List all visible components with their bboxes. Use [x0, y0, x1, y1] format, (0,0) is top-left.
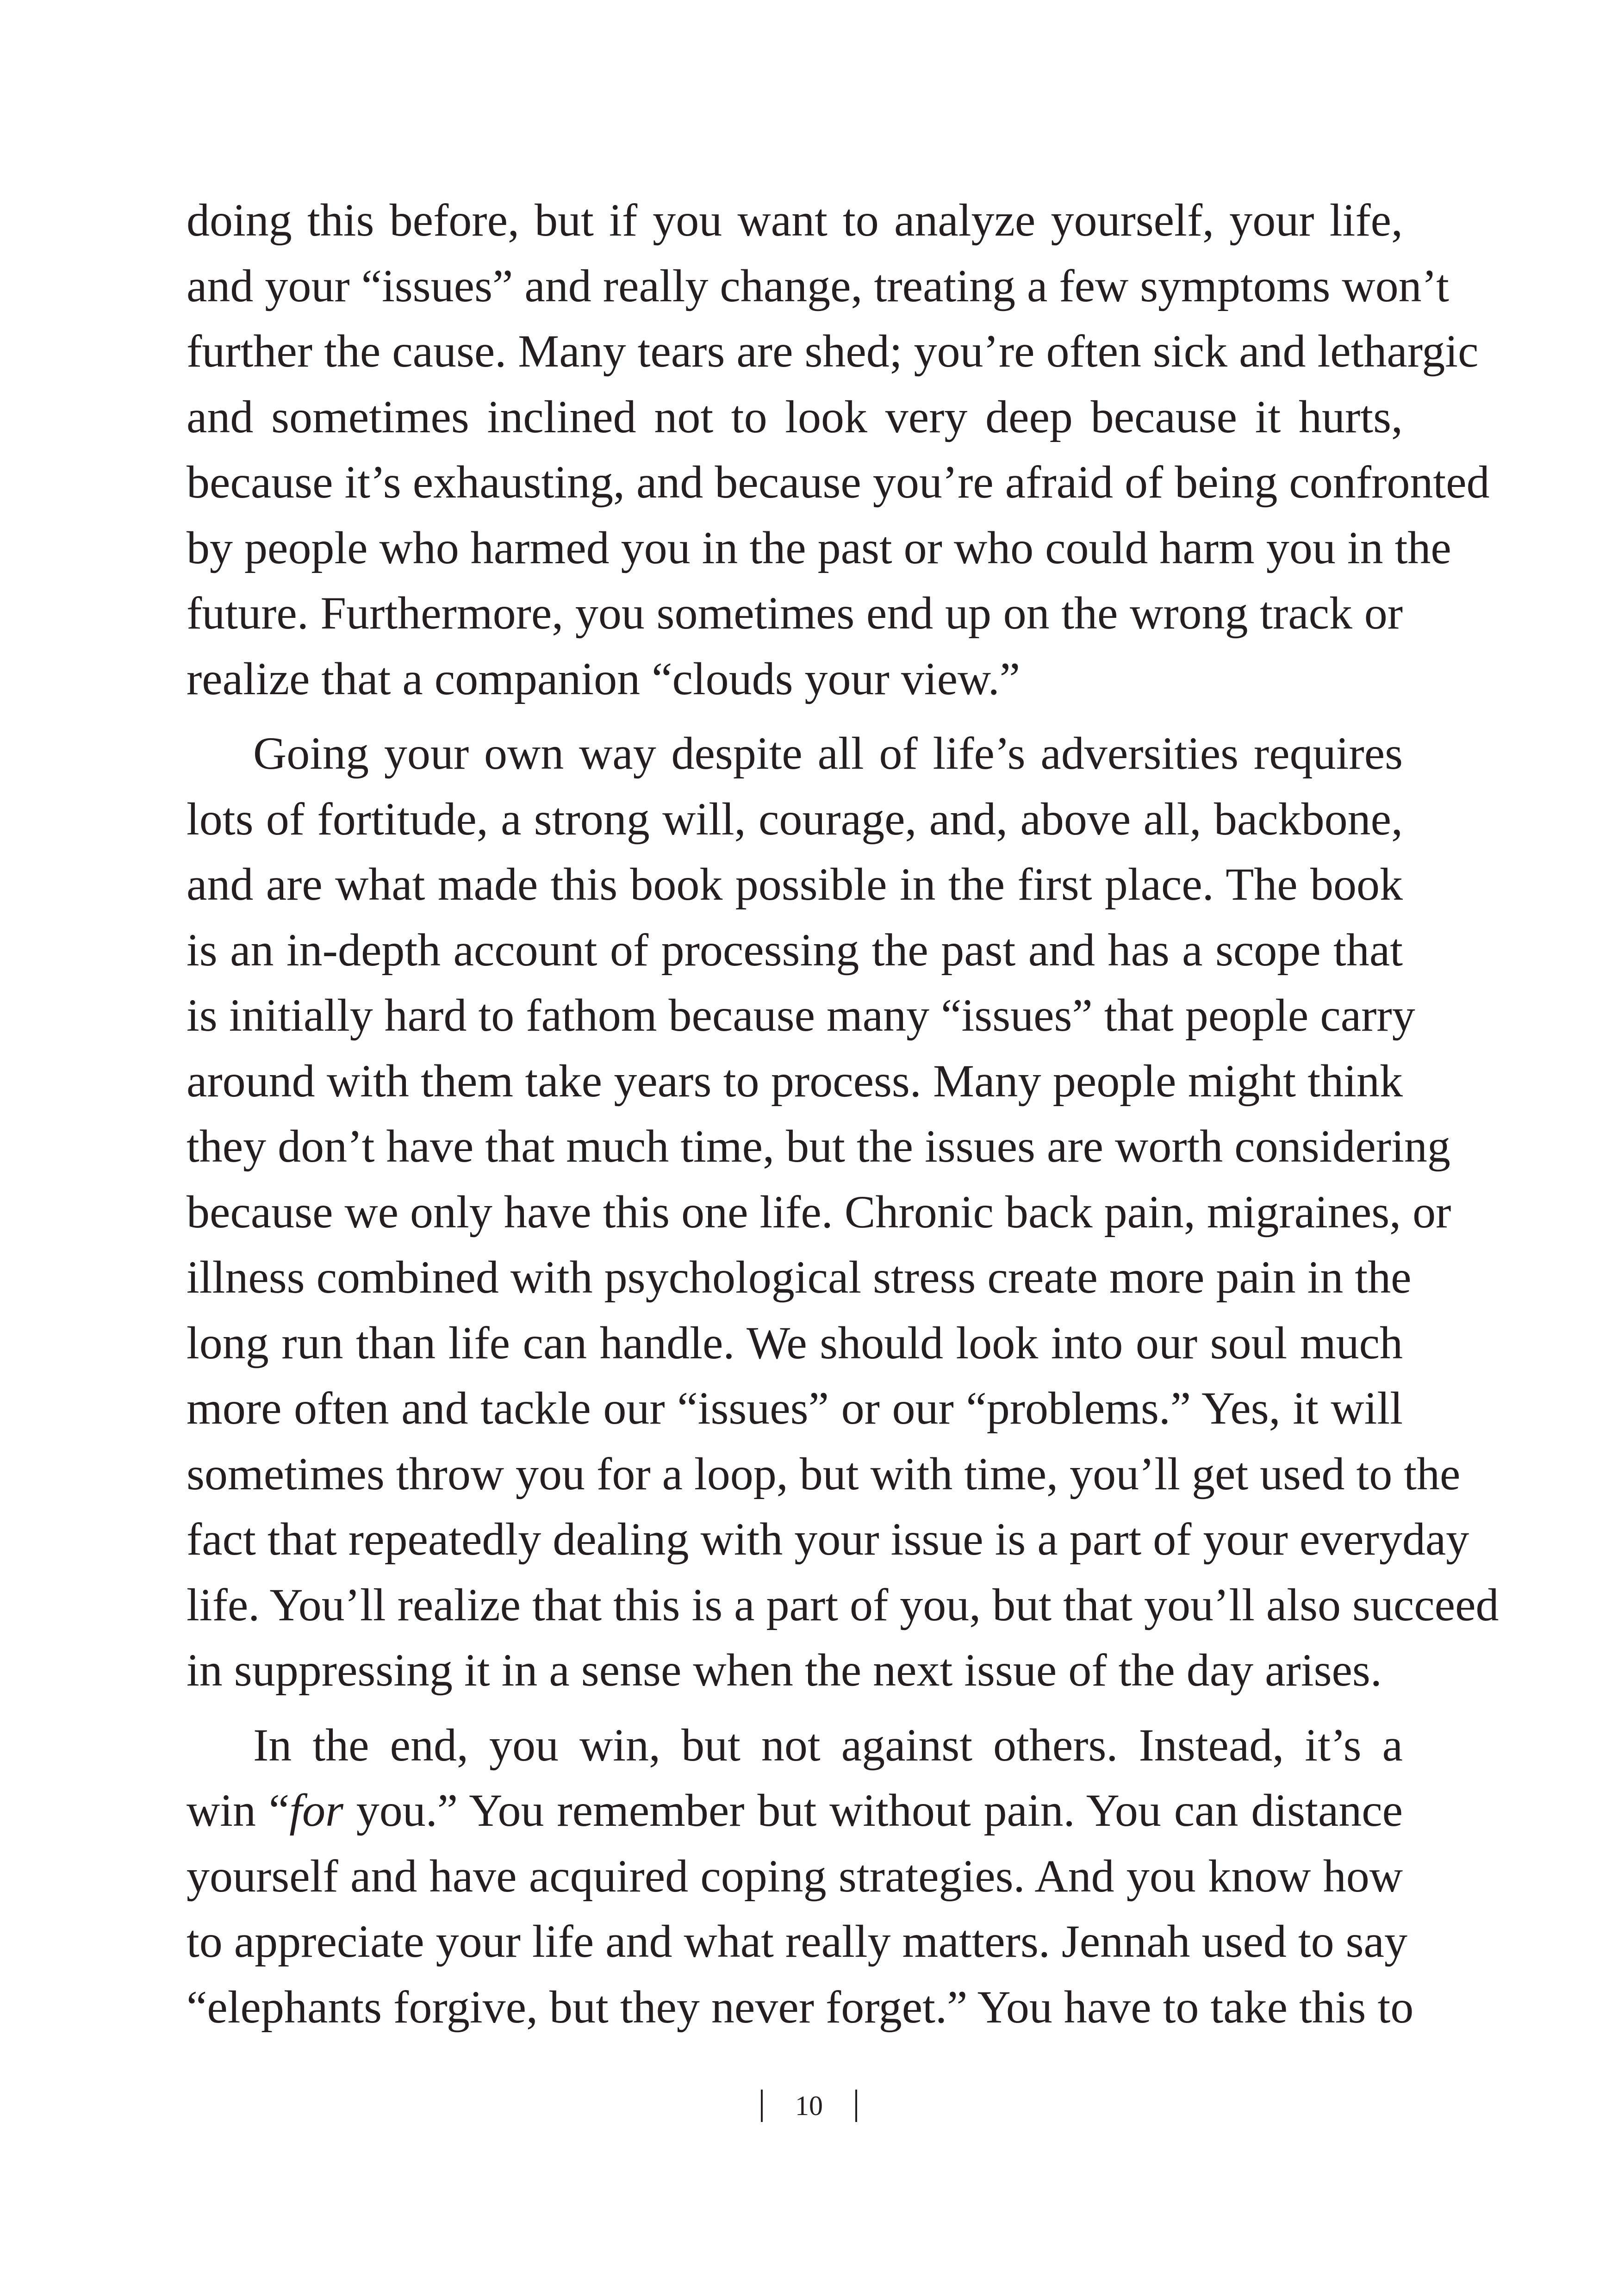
body-text — [187, 187, 1499, 2040]
text-line: around with them take years to process. Many people might think — [187, 1055, 1403, 1107]
text-line: “elephants forgive, but they never forget.” You have to take this to — [187, 1981, 1414, 2033]
text-line: sometimes throw you for a loop, but with time, you’ll get used to the — [187, 1448, 1461, 1500]
text-line: more often and tackle our “issues” or our “problems.” Yes, it will — [187, 1382, 1403, 1434]
text-line: further the cause. Many tears are shed; you’re often sick and lethargic — [187, 325, 1479, 377]
folio-rule-right — [855, 2090, 857, 2122]
text-line: doing this before, but if you want to analyze yourself, your life, — [187, 194, 1403, 246]
text-line: is initially hard to fathom because many “issues” that people carry — [187, 989, 1415, 1041]
text-line: because we only have this one life. Chronic back pain, migraines, or — [187, 1186, 1451, 1238]
text-line: lots of fortitude, a strong will, courage, and, above all, backbone, — [187, 793, 1403, 845]
text-line: and are what made this book possible in the first place. The book — [187, 859, 1403, 910]
text-line: by people who harmed you in the past or who could harm you in the — [187, 522, 1451, 573]
text-line: yourself and have acquired coping strategies. And you know how — [187, 1850, 1403, 1902]
text-line: and your “issues” and really change, treating a few symptoms won’t — [187, 260, 1449, 311]
text-line: they don’t have that much time, but the issues are worth considering — [187, 1120, 1450, 1172]
paragraph — [187, 187, 1490, 711]
paragraph — [187, 1712, 1414, 2040]
paragraph-spacing — [187, 711, 1403, 721]
text-line: realize that a companion “clouds your view.” — [187, 653, 1021, 704]
text-line: Going your own way despite all of life’s adversities requires — [253, 728, 1403, 779]
folio-rule-left — [761, 2090, 763, 2122]
text-line: and sometimes inclined not to look very deep because it hurts, — [187, 391, 1403, 442]
italic-emphasis: for — [289, 1785, 343, 1836]
page-footer — [0, 2080, 1618, 2131]
text-line: is an in-depth account of processing the past and has a scope that — [187, 924, 1403, 976]
text-line-with-italic: win “for you.” You remember but without pain. You can distance — [187, 1785, 1403, 1836]
text-line: long run than life can handle. We should look into our soul much — [187, 1317, 1403, 1369]
text-line: In the end, you win, but not against others. Instead, it’s a — [253, 1719, 1403, 1771]
text-line: because it’s exhausting, and because you’re afraid of being confronted — [187, 456, 1490, 508]
paragraph-spacing — [187, 1703, 1403, 1712]
text-line: life. You’ll realize that this is a part of you, but that you’ll also succeed — [187, 1579, 1499, 1630]
text-line: future. Furthermore, you sometimes end up on the wrong track or — [187, 587, 1403, 639]
text-line: in suppressing it in a sense when the next issue of the day arises. — [187, 1644, 1382, 1696]
text-line: fact that repeatedly dealing with your issue is a part of your everyday — [187, 1513, 1469, 1565]
text-line: to appreciate your life and what really matters. Jennah used to say — [187, 1916, 1407, 1967]
page-number: 10 — [795, 2090, 823, 2121]
text-line: illness combined with psychological stress create more pain in the — [187, 1251, 1412, 1303]
paragraph — [187, 721, 1499, 1703]
